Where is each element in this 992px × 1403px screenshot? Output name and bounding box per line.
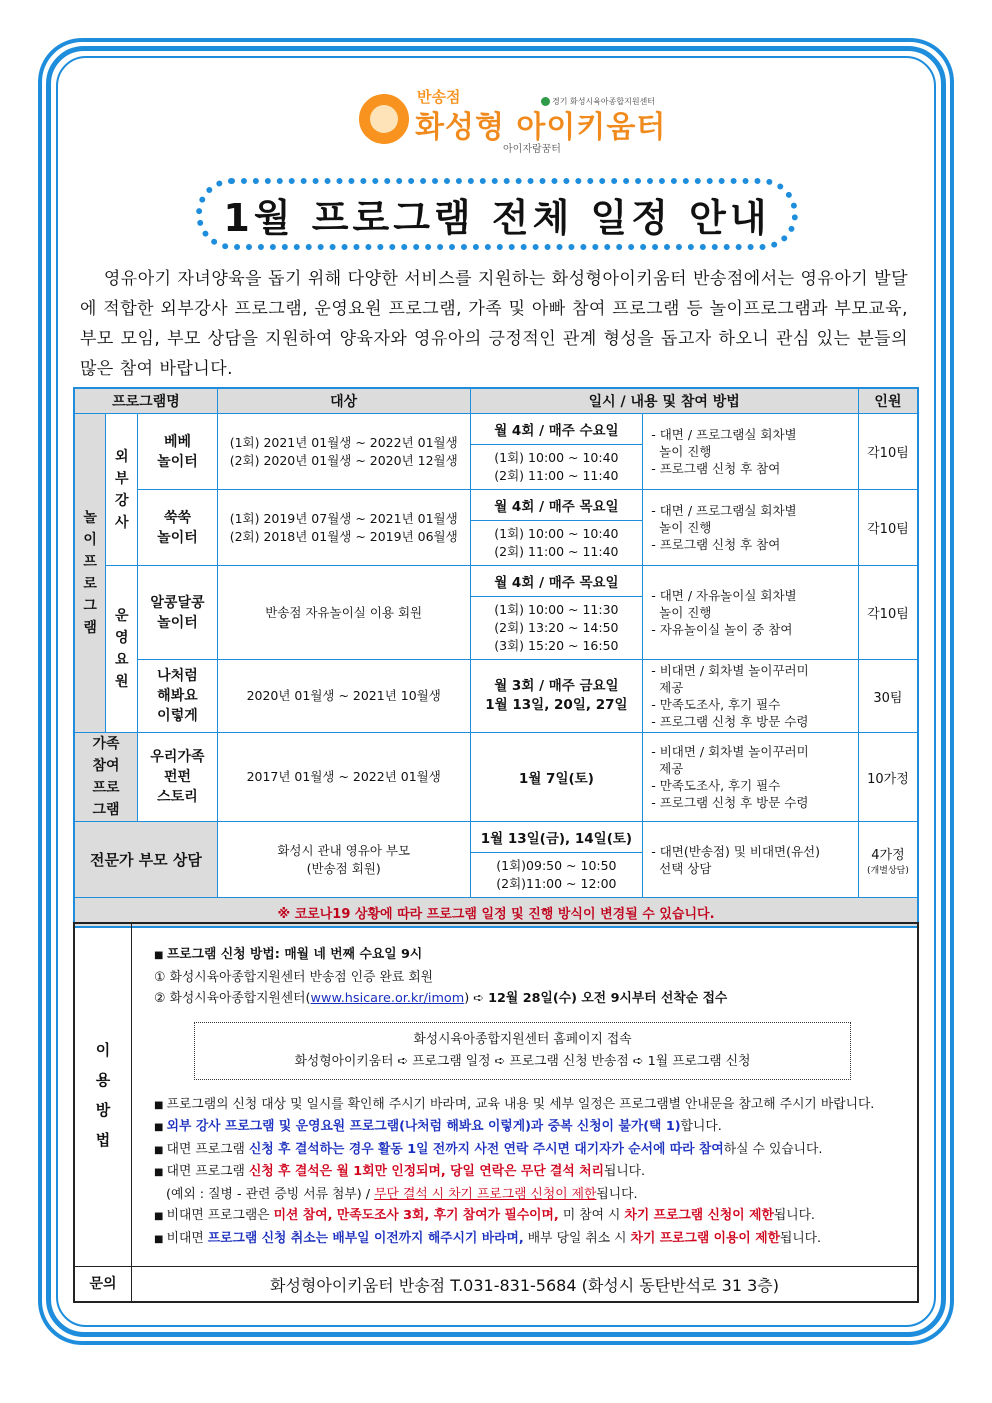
program-target: 반송점 자유놀이실 이용 회원 (217, 566, 470, 660)
program-when: 월 3회 / 매주 금요일 1월 13일, 20일, 27일 (470, 660, 643, 733)
note-3: ■ 대면 프로그램 신청 후 결석하는 경우 활동 1일 전까지 사전 연락 주시면 대기자가 순서에 따라 참여하실 수 있습니다. (154, 1139, 899, 1162)
covid-notice: ※ 코로나19 상황에 따라 프로그램 일정 및 진행 방식이 변경될 수 있습니다. (74, 898, 918, 928)
path-line-2: 화성형아이키움터 ➪ 프로그램 일정 ➪ 프로그램 신청 반송점 ➪ 1월 프로그램 신청 (294, 1053, 751, 1069)
center-name: 경기 화성시육아종합지원센터 (552, 97, 656, 106)
when-top: 월 4회 / 매주 수요일 (471, 414, 643, 445)
counsel-people (858, 822, 918, 898)
apply-option-1: ① 화성시육아종합지원센터 반송점 인증 완료 회원 (154, 969, 434, 985)
logo (355, 84, 667, 155)
table-row (74, 490, 918, 566)
title-box (196, 178, 798, 250)
program-people: 각10팀 (858, 414, 918, 490)
counsel-people-note: (개별상담) (867, 865, 909, 876)
note-2: ■ 외부 강사 프로그램 및 운영요원 프로그램(나처럼 해봐요 이렇게)과 중복 신청이 불가(택 1)합니다. (154, 1116, 899, 1139)
program-target: (1회) 2021년 01월생 ~ 2022년 01월생 (2회) 2020년 01월생 ~ 2020년 12월생 (217, 414, 470, 490)
program-name: 우리가족 펀펀 스토리 (138, 733, 218, 822)
logo-name-sub: 아이키움터 (516, 110, 667, 145)
table-row (74, 566, 918, 660)
program-name: 베베 놀이터 (138, 414, 218, 490)
logo-branch: 반송점 (417, 88, 461, 106)
header-people: 인원 (858, 388, 918, 414)
program-how: - 비대면 / 회차별 놀이꾸러미 제공 - 만족도조사, 후기 필수 - 프로그램 신청 후 방문 수령 (643, 733, 859, 822)
note-7: ■ 비대면 프로그램 신청 취소는 배부일 이전까지 해주시기 바라며, 배부 당일 취소 시 차기 프로그램 이용이 제한됩니다. (154, 1228, 899, 1251)
center-link[interactable]: www.hsicare.or.kr/imom (310, 991, 465, 1006)
table-row (74, 822, 918, 898)
sub-staff: 운 영 요 원 (106, 566, 138, 733)
contact-label: 문의 (74, 1267, 132, 1303)
when-bottom: (1회)09:50 ~ 10:50 (2회)11:00 ~ 12:00 (496, 858, 617, 891)
contact-text: 화성형아이키움터 반송점 T.031-831-5684 (화성시 동탄반석로 31 3층) (132, 1267, 919, 1303)
program-how: - 대면 / 자유놀이실 회차별 놀이 진행 - 자유놀이실 놀이 중 참여 (643, 566, 859, 660)
intro-text: 영유아기 자녀양육을 돕기 위해 다양한 서비스를 지원하는 화성형아이키움터 반송점에서는 영유아기 발달에 적합한 외부강사 프로그램, 운영요원 프로그램, 가족 및 아빠 참여 프로그램 등 놀이프로그램과 부모교육, 부모 모임, 부모 상담을 지원하여 양육자와 영유아의 긍정적인 관계 형성을 돕고자 하오니 관심 있는 분들의 많은 참여 바랍니다. (80, 269, 908, 379)
program-when (470, 414, 643, 490)
program-when (470, 490, 643, 566)
program-when (470, 566, 643, 660)
program-name: 쑥쑥 놀이터 (138, 490, 218, 566)
program-when: 1월 7일(토) (470, 733, 643, 822)
program-name: 알콩달콩 놀이터 (138, 566, 218, 660)
usage-box (73, 922, 919, 1303)
program-target: (1회) 2019년 07월생 ~ 2021년 01월생 (2회) 2018년 01월생 ~ 2019년 06월생 (217, 490, 470, 566)
program-people: 10가정 (858, 733, 918, 822)
program-target: 2020년 01월생 ~ 2021년 10월생 (217, 660, 470, 733)
header-program: 프로그램명 (74, 388, 217, 414)
when-top: 1월 13일(금), 14일(토) (471, 822, 643, 853)
counsel-when (470, 822, 643, 898)
note-4: ■ 대면 프로그램 신청 후 결석은 월 1회만 인정되며, 당일 연락은 무단 결석 처리됩니다. (154, 1161, 899, 1184)
center-mark-icon (541, 97, 550, 106)
when-bottom: (1회) 10:00 ~ 10:40 (2회) 11:00 ~ 11:40 (494, 450, 619, 483)
usage-label: 이 용 방 법 (74, 923, 132, 1267)
program-how: - 비대면 / 회차별 놀이꾸러미 제공 - 만족도조사, 후기 필수 - 프로그램 신청 후 방문 수령 (643, 660, 859, 733)
apply-option-2: ② 화성시육아종합지원센터(www.hsicare.or.kr/imom) ➪ 12월 28일(수) 오전 9시부터 선착순 접수 (154, 991, 728, 1006)
path-line-1: 화성시육아종합지원센터 홈페이지 접속 (413, 1031, 632, 1047)
logo-tagline: 아이자람꿈터 (503, 144, 561, 155)
when-bottom: (1회) 10:00 ~ 11:30 (2회) 13:20 ~ 14:50 (3회) 15:20 ~ 16:50 (494, 602, 619, 653)
counsel-how: - 대면(반송점) 및 비대면(유선) 선택 상담 (643, 822, 859, 898)
schedule-table (73, 387, 919, 928)
sub-external: 외 부 강 사 (106, 414, 138, 566)
center-logo (541, 96, 655, 107)
table-row (74, 660, 918, 733)
usage-body (132, 923, 919, 1267)
program-name: 나처럼 해봐요 이렇게 (138, 660, 218, 733)
when-top: 월 4회 / 매주 목요일 (471, 566, 643, 597)
page-title: 1월 프로그램 전체 일정 안내 (223, 195, 771, 240)
apply-head: ■ 프로그램 신청 방법: 매월 네 번째 수요일 9시 (154, 944, 899, 967)
table-row (74, 414, 918, 490)
group-play: 놀 이 프 로 그 램 (74, 414, 106, 733)
intro-paragraph (80, 264, 908, 384)
header-target: 대상 (217, 388, 470, 414)
program-people: 각10팀 (858, 490, 918, 566)
program-how: - 대면 / 프로그램실 회차별 놀이 진행 - 프로그램 신청 후 참여 (643, 414, 859, 490)
program-how: - 대면 / 프로그램실 회차별 놀이 진행 - 프로그램 신청 후 참여 (643, 490, 859, 566)
contact-row (74, 1267, 918, 1303)
table-row (74, 733, 918, 822)
group-family: 가족 참여 프로 그램 (74, 733, 138, 822)
when-top: 월 4회 / 매주 목요일 (471, 490, 643, 521)
table-header-row (74, 388, 918, 414)
program-target: 2017년 01월생 ~ 2022년 01월생 (217, 733, 470, 822)
note-5: (예외 : 질병 - 관련 증빙 서류 첨부) / 무단 결석 시 차기 프로그램 신청이 제한됩니다. (166, 1186, 638, 1202)
logo-name-main: 화성형 (415, 110, 505, 145)
counsel-target: 화성시 관내 영유아 부모 (반송점 회원) (217, 822, 470, 898)
when-bottom: (1회) 10:00 ~ 10:40 (2회) 11:00 ~ 11:40 (494, 526, 619, 559)
smiley-face-icon (359, 94, 409, 144)
counsel-name: 전문가 부모 상담 (74, 822, 217, 898)
program-people: 30팀 (858, 660, 918, 733)
header-schedule: 일시 / 내용 및 참여 방법 (470, 388, 858, 414)
counsel-people-count: 4가정 (871, 847, 905, 863)
note-1: ■ 프로그램의 신청 대상 및 일시를 확인해 주시기 바라며, 교육 내용 및 세부 일정은 프로그램별 안내문을 참고해 주시기 바랍니다. (154, 1094, 899, 1117)
program-people: 각10팀 (858, 566, 918, 660)
apply-path-box (194, 1022, 851, 1080)
note-6: ■ 비대면 프로그램은 미션 참여, 만족도조사 3회, 후기 참여가 필수이며, 미 참여 시 차기 프로그램 신청이 제한됩니다. (154, 1205, 899, 1228)
